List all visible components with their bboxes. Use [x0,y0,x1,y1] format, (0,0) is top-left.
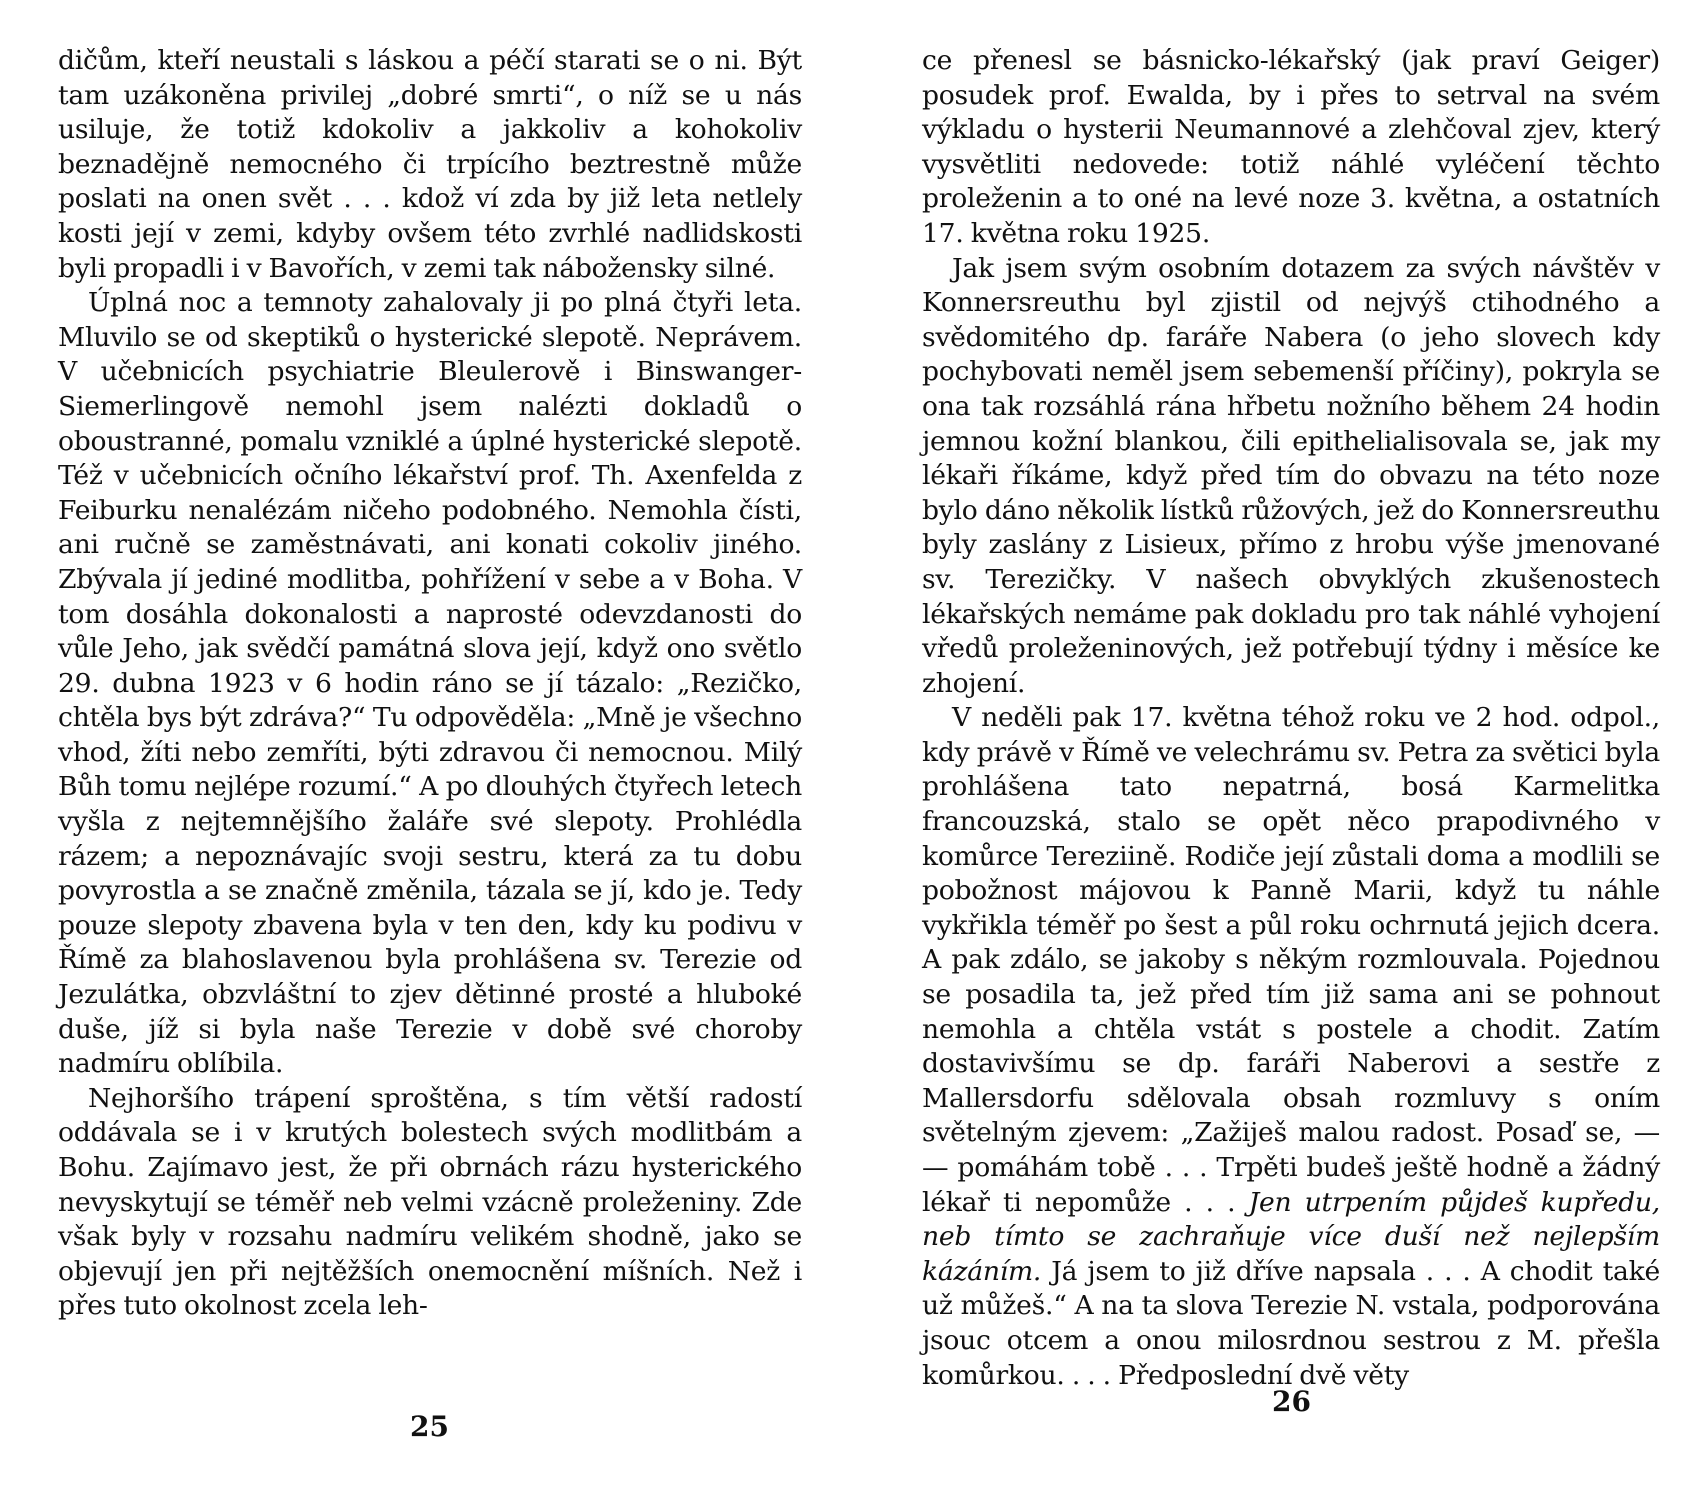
paragraph [58,44,802,286]
paragraph [922,252,1660,702]
paragraph [922,44,1660,252]
paragraph [58,286,802,1082]
paragraph [58,1082,802,1324]
text-run: Jak jsem svým osobním dotazem za svých návštěv v Konnersreuthu byl zjistil od nejvýš ctihodného a svědomitého dp. faráře Nabera (o jeho slovech kdy pochybovati neměl jsem sebemenší příčiny), pokryla se ona tak rozsáhlá rána hřbetu nožního během 24 hodin jemnou kožní blankou, čili epithelialisovala se, jak my lékaři říkáme, když před tím do obvazu na této noze bylo dáno několik lístků růžových, jež do Konnersreuthu byly zaslány z Lisieux, přímo z hrobu výše jmenované sv. Terezičky. V našech obvyklých zkušenostech lékařských nemáme pak dokladu pro tak náhlé vyhojení vředů proleženinových, jež potřebují týdny i měsíce ke zhojení. [922,252,1660,699]
text-run: Já jsem to již dříve napsala . . . A chodit také už můžeš.“ A na ta slova Terezie N. vstala, podporována jsouc otcem a onou milosrdnou sestrou z M. přešla komůrkou. . . . Předposlední dvě věty [922,1255,1660,1391]
left-page [58,44,802,1324]
right-page-body [922,44,1660,1393]
text-run: dičům, kteří neustali s láskou a péčí starati se o ni. Být tam uzákoněna privilej „dobré smrti“, o níž se u nás usiluje, že totiž kdokoliv a jakkoliv a kohokoliv beznadějně nemocného či trpícího beztrestně může poslati na onen svět . . . kdož ví zda by již leta netlely kosti její v zemi, kdyby ovšem této zvrhlé nadlidskosti byli propadli i v Bavořích, v zemi tak nábožensky silné. [58,45,802,284]
text-run: ce přenesl se básnicko-lékařský (jak praví Geiger) posudek prof. Ewalda, by i přes to setrval na svém výkladu o hysterii Neumannové a zlehčoval zjev, který vysvětliti nedovede: totiž náhlé vyléčení těchto proleženin a to oné na levé noze 3. května, a ostatních 17. května roku 1925. [922,45,1660,249]
left-page-body [58,44,802,1324]
text-run: Nejhoršího trápení sproštěna, s tím větší radostí oddávala se i v krutých bolestech svých modlitbám a Bohu. Zajímavo jest, že při obrnách rázu hysterického nevyskytují se téměř neb velmi vzácně proleženiny. Zde však byly v rozsahu nadmíru velikém shodně, jako se objevují jen při nejtěžších onemocnění míšních. Než i přes tuto okolnost zcela leh- [58,1082,802,1322]
paragraph [922,701,1660,1393]
right-page-number: 26 [1272,1385,1311,1418]
text-run: V neděli pak 17. května téhož roku ve 2 hod. odpol., kdy právě v Římě ve velechrámu sv. Petra za světici byla prohlášena tato nepatrná, bosá Karmelitka francouzská, stalo se opět něco prapodivného v komůrce Tereziině. Rodiče její zůstali doma a modlili se pobožnost májovou k Panně Marii, když tu náhle vykřikla téměř po šest a půl roku ochrnutá jejich dcera. A pak zdálo, se jakoby s někým rozmlouvala. Pojednou se posadila ta, jež před tím již sama ani se pohnout nemohla a chtěla vstát s postele a chodit. Zatím dostavivšímu se dp. faráři Naberovi a sestře z Mallersdorfu sdělovala obsah rozmluvy s oním světelným zjevem: „Zažiješ malou radost. Posaď se, — — pomáhám tobě . . . Trpěti budeš ještě hodně a žádný lékař ti nepomůže . . . [922,702,1660,1218]
right-page [922,44,1660,1393]
text-run: Úplná noc a temnoty zahalovaly ji po plná čtyři leta. Mluvilo se od skeptiků o hysterické slepotě. Neprávem. V učebnicích psychiatrie Bleulerově i Binswanger-Siemerlingově nemohl jsem nalézti dokladů o oboustranné, pomalu vzniklé a úplné hysterické slepotě. Též v učebnicích očního lékařství prof. Th. Axenfelda z Feiburku nenalézám ničeho podobného. Nemohla čísti, ani ručně se zaměstnávati, ani konati cokoliv jiného. Zbývala jí jediné modlitba, pohřížení v sebe a v Boha. V tom dosáhla dokonalosti a naprosté odevzdanosti do vůle Jeho, jak svědčí památná slova její, když ono světlo 29. dubna 1923 v 6 hodin ráno se jí tázalo: „Rezičko, chtěla bys být zdráva?“ Tu odpověděla: „Mně je všechno vhod, žíti nebo zemříti, býti zdravou či nemocnou. Milý Bůh tomu nejlépe rozumí.“ A po dlouhých čtyřech letech vyšla z nejtemnějšího žaláře své slepoty. Prohlédla rázem; a nepoznávajíc svoji sestru, která za tu dobu povyrostla a se značně změnila, tázala se jí, kdo je. Tedy pouze slepoty zbavena byla v ten den, kdy ku podivu v Římě za blahoslavenou byla prohlášena sv. Terezie od Jezulátka, obzvláštní to zjev dětinné prosté a hluboké duše, jíž si byla naše Terezie v době své choroby nadmíru oblíbila. [58,287,802,1080]
italic-text: Jen utrpením půjdeš kupředu, neb tímto se zachraňuje více duší než nejlepším kázáním. [922,1186,1660,1287]
left-page-number: 25 [410,1410,449,1443]
